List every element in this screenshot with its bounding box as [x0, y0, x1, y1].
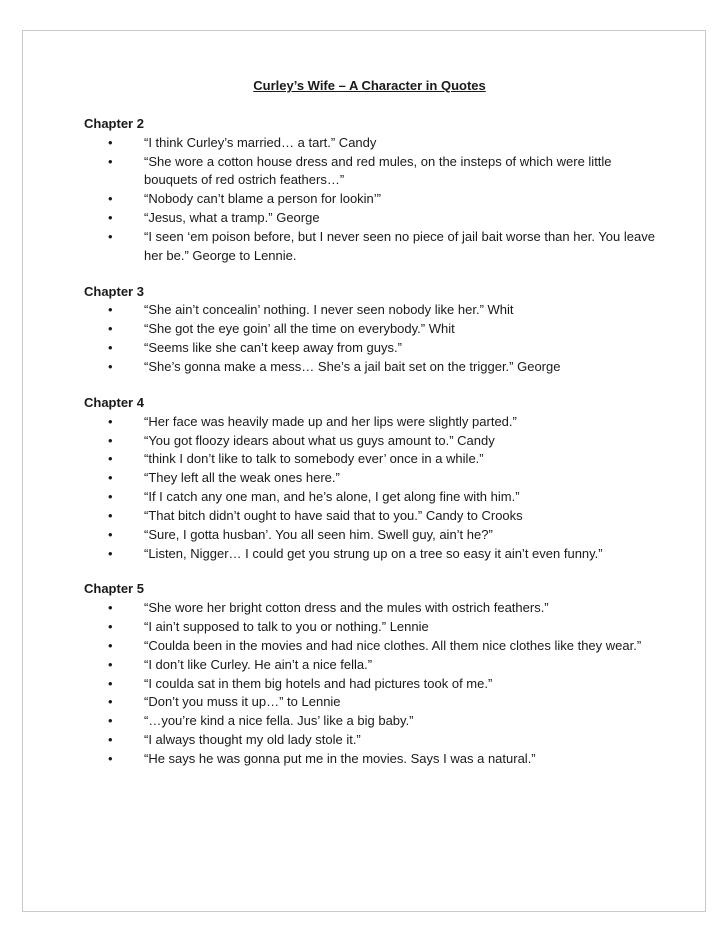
- quote-item: • “She wore a cotton house dress and red mules, on the insteps of which were little bouquets of red ostrich feathers…”: [84, 153, 665, 191]
- chapter-section: [84, 115, 665, 266]
- quote-list: [84, 134, 665, 266]
- quote-item: • “Nobody can’t blame a person for lookin’”: [84, 190, 665, 209]
- page-title: Curley’s Wife – A Character in Quotes: [253, 78, 486, 93]
- quote-item: • “…you’re kind a nice fella. Jus’ like a big baby.”: [84, 712, 665, 731]
- quote-item: • “Jesus, what a tramp.” George: [84, 209, 665, 228]
- chapters-container: [84, 115, 665, 769]
- quote-item: • “I don’t like Curley. He ain’t a nice fella.”: [84, 656, 665, 675]
- quote-list: [84, 301, 665, 376]
- chapter-section: [84, 283, 665, 377]
- chapter-heading: Chapter 5: [84, 581, 144, 597]
- quote-item: • “She got the eye goin’ all the time on everybody.” Whit: [84, 320, 665, 339]
- chapter-heading: Chapter 4: [84, 394, 144, 410]
- chapter-heading: Chapter 2: [84, 115, 144, 131]
- quote-item: • “think I don’t like to talk to somebody ever’ once in a while.”: [84, 450, 665, 469]
- quote-item: • “Coulda been in the movies and had nice clothes. All them nice clothes like they wear.”: [84, 637, 665, 656]
- quote-item: • “I coulda sat in them big hotels and had pictures took of me.”: [84, 675, 665, 694]
- quote-item: • “She wore her bright cotton dress and the mules with ostrich feathers.”: [84, 599, 665, 618]
- quote-item: • “Sure, I gotta husban’. You all seen him. Swell guy, ain’t he?”: [84, 526, 665, 545]
- quote-item: • “I always thought my old lady stole it.”: [84, 731, 665, 750]
- quote-item: • “I seen ‘em poison before, but I never seen no piece of jail bait worse than her. You leave her be.” George to Lennie.: [84, 228, 665, 266]
- quote-item: • “She ain’t concealin’ nothing. I never seen nobody like her.” Whit: [84, 301, 665, 320]
- quote-item: • “Don’t you muss it up…” to Lennie: [84, 693, 665, 712]
- quote-list: [84, 599, 665, 769]
- chapter-section: [84, 394, 665, 564]
- quote-item: • “Seems like she can’t keep away from guys.”: [84, 339, 665, 358]
- quote-item: • “He says he was gonna put me in the movies. Says I was a natural.”: [84, 750, 665, 769]
- quote-item: • “They left all the weak ones here.”: [84, 469, 665, 488]
- chapter-section: [84, 580, 665, 768]
- quote-item: • “Her face was heavily made up and her lips were slightly parted.”: [84, 413, 665, 432]
- chapter-heading: Chapter 3: [84, 283, 144, 299]
- quote-item: • “That bitch didn’t ought to have said that to you.” Candy to Crooks: [84, 507, 665, 526]
- document-page: [22, 30, 706, 912]
- quote-item: • “You got floozy idears about what us guys amount to.” Candy: [84, 432, 665, 451]
- quote-list: [84, 413, 665, 564]
- quote-item: • “I ain’t supposed to talk to you or nothing.” Lennie: [84, 618, 665, 637]
- quote-item: • “She’s gonna make a mess… She’s a jail bait set on the trigger.” George: [84, 358, 665, 377]
- quote-item: • “If I catch any one man, and he’s alone, I get along fine with him.”: [84, 488, 665, 507]
- quote-item: • “Listen, Nigger… I could get you strung up on a tree so easy it ain’t even funny.”: [84, 545, 665, 564]
- quote-item: • “I think Curley’s married… a tart.” Candy: [84, 134, 665, 153]
